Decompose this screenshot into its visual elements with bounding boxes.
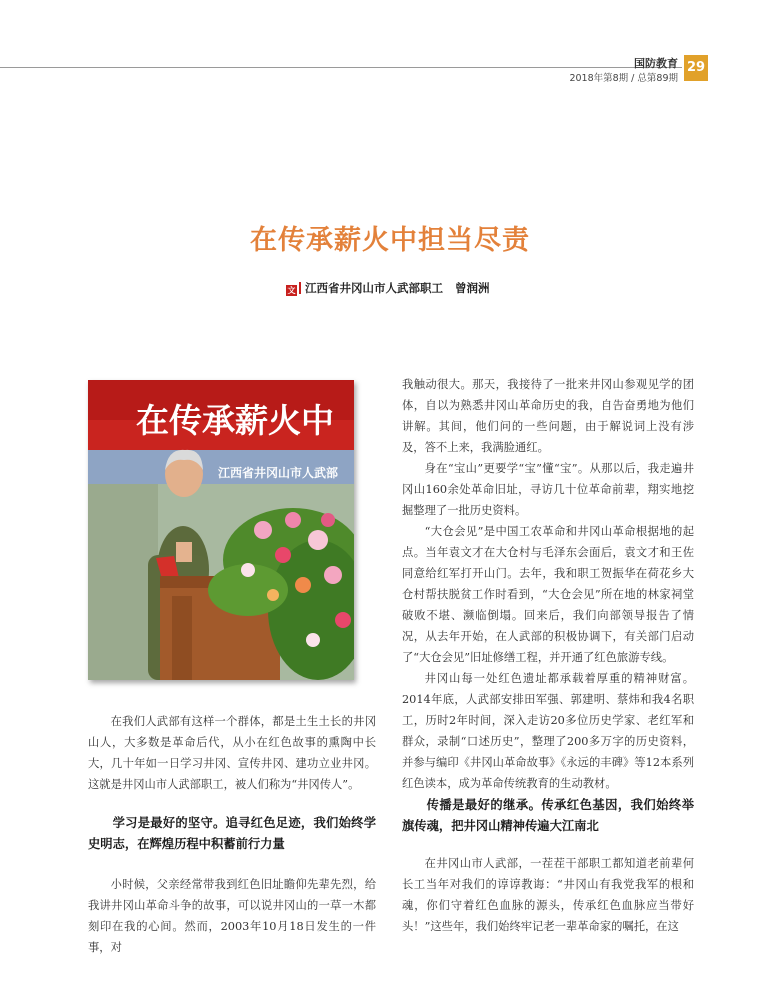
body-paragraph-3: “大仓会见”是中国工农革命和井冈山革命根据地的起点。当年袁文才在大仓村与毛泽东会面后，袁文才和王佐同意给红军打开山门。去年，我和职工贺振华在荷花乡大仓村帮扶脱贫工作时看到，“大仓会见”所在地的林家祠堂破败不堪、濒临倒塌。回来后，我们向部领导报告了情况，从去年开始，在人武部的积极协调下，有关部门启动了“大仓会见”旧址修缮工程，并开通了红色旅游专线。 xyxy=(402,525,694,664)
banner-sub-text: 江西省井冈山市人武部 xyxy=(218,466,339,480)
page-number-tab: 29 xyxy=(684,55,708,81)
body-paragraph-2: 身在“宝山”更要学“宝”懂“宝”。从那以后，我走遍井冈山160余处革命旧址，寻访几十位革命前辈，翔实地挖掘整理了一批历史资料。 xyxy=(402,462,694,517)
issue-info: 2018年第8期 / 总第89期 xyxy=(569,73,678,84)
byline-bar xyxy=(299,282,301,294)
body-paragraph-5: 在井冈山市人武部，一茬茬干部职工都知道老前辈何长工当年对我们的谆谆教诲：“井冈山有我党我军的根和魂，你们守着红色血脉的源头，传承红色血脉应当带好头！”这些年，我们始终牢记老一辈革命家的嘱托，在这 xyxy=(402,857,694,933)
body-paragraph-continued: 我触动很大。那天，我接待了一批来井冈山参观见学的团体，自以为熟悉井冈山革命历史的我，自告奋勇地为他们讲解。其间，他们问的一些问题，由于解说词上没有涉及，答不上来，我满脸通红。 xyxy=(402,378,694,454)
article-title: 在传承薪火中担当尽责 xyxy=(250,225,530,256)
left-intro xyxy=(88,711,376,795)
body-paragraph-1: 小时候，父亲经常带我到红色旧址瞻仰先辈先烈，给我讲井冈山革命斗争的故事，可以说井冈山的一草一木都刻印在我的心间。然而，2003年10月18日发生的一件事，对 xyxy=(88,878,376,954)
right-heading xyxy=(402,795,694,837)
intro-paragraph: 在我们人武部有这样一个群体，都是土生土长的井冈山人，大多数是革命后代，从小在红色故事的熏陶中长大，几十年如一日学习井冈、宣传井冈、建功立业井冈。这就是井冈山市人武部职工，被人们称为“井冈传人”。 xyxy=(88,715,376,791)
section-heading-1: 学习是最好的坚守。追寻红色足迹，我们始终学史明志，在辉煌历程中积蓄前行力量 xyxy=(88,816,376,851)
right-body-2 xyxy=(402,853,694,937)
section-heading-2: 传播是最好的继承。传承红色基因，我们始终举旗传魂，把井冈山精神传遍大江南北 xyxy=(402,798,694,833)
body-paragraph-4: 井冈山每一处红色遗址都承载着厚重的精神财富。2014年底，人武部安排田军强、郭建明、蔡炜和我4名职工，历时2年时间，深入走访20多位历史学家、老红军和群众，录制“口述历史”，整理了200多万字的历史资料，并参与编印《井冈山革命故事》《永远的丰碑》等12本系列红色读本，成为革命传统教育的生动教材。 xyxy=(402,672,694,790)
byline xyxy=(286,280,490,296)
article-photo xyxy=(88,380,354,680)
banner-main-text: 在传承薪火中 xyxy=(136,401,334,440)
right-body xyxy=(402,374,694,794)
magazine-name: 国防教育 xyxy=(634,57,678,70)
byline-author: 曾润洲 xyxy=(455,281,490,295)
byline-mark-icon: 文 xyxy=(287,286,296,295)
left-body xyxy=(88,874,376,958)
byline-org: 江西省井冈山市人武部职工 xyxy=(305,281,443,295)
left-heading xyxy=(88,813,376,855)
